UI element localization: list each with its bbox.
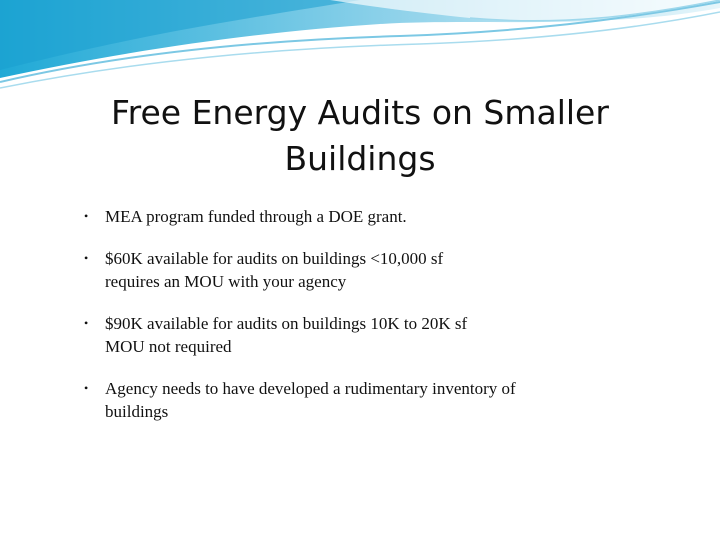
bullet-item	[80, 312, 660, 358]
bullet-text-continued: requires an MOU with your agency	[105, 272, 347, 291]
bullet-dot-icon: •	[84, 209, 89, 223]
bullet-item	[80, 377, 660, 423]
bullet-text: $90K available for audits on buildings 10K to 20K sf	[105, 314, 468, 333]
bullet-list	[80, 205, 660, 423]
bullet-text: MEA program funded through a DOE grant.	[105, 207, 407, 226]
bullet-text: Agency needs to have developed a rudimentary inventory of	[105, 379, 516, 398]
title-line-2: Buildings	[284, 139, 436, 178]
bullet-text: $60K available for audits on buildings <10,000 sf	[105, 249, 444, 268]
bullet-item	[80, 205, 660, 228]
slide-title	[80, 90, 640, 182]
bullet-item	[80, 247, 660, 293]
bullet-dot-icon: •	[84, 251, 89, 265]
bullet-text-continued: MOU not required	[105, 337, 232, 356]
bullet-dot-icon: •	[84, 381, 89, 395]
bullet-dot-icon: •	[84, 316, 89, 330]
bullet-text-continued: buildings	[105, 402, 169, 421]
decorative-wave-header	[0, 0, 720, 100]
title-line-1: Free Energy Audits on Smaller	[111, 93, 609, 132]
